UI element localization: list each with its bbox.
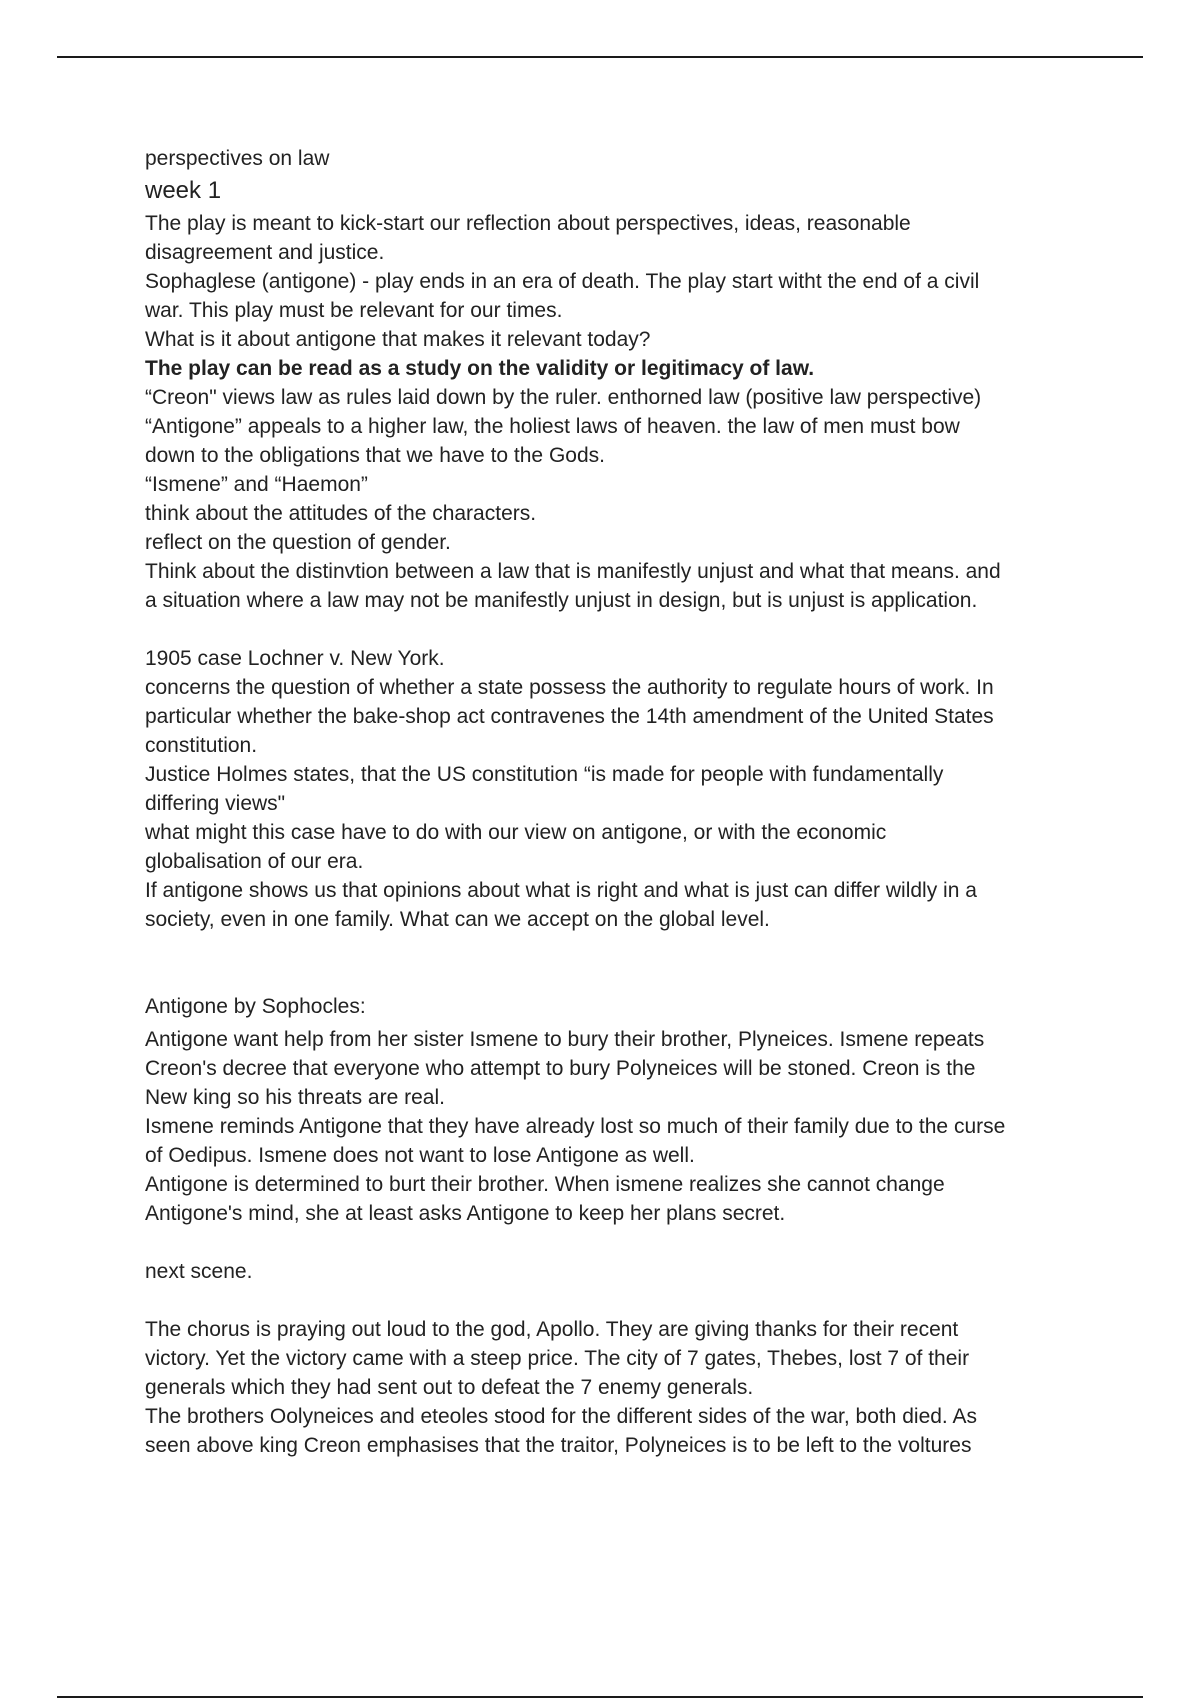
text-line: society, even in one family. What can we accept on the global level. [145,908,770,931]
text-line: differing views" [145,792,286,815]
blank-line [145,1286,1065,1315]
text-line: of Oedipus. Ismene does not want to lose Antigone as well. [145,1144,695,1167]
text-line: think about the attitudes of the characters. [145,502,537,525]
lochner-paragraph [145,644,1065,934]
text-line: New king so his threats are real. [145,1086,445,1109]
antigone-paragraph [145,1025,1065,1228]
text-line: Antigone is determined to burt their brother. When ismene realizes she cannot change [145,1173,945,1196]
characters-paragraph [145,383,1065,615]
text-line: generals which they had sent out to defeat the 7 enemy generals. [145,1376,754,1399]
intro-paragraph [145,209,1065,354]
text-line: “Ismene” and “Haemon” [145,473,368,496]
text-line: If antigone shows us that opinions about what is right and what is just can differ wildly in a [145,879,977,902]
text-line: Ismene reminds Antigone that they have already lost so much of their family due to the curse [145,1115,1006,1138]
text-line: war. This play must be relevant for our times. [145,299,563,322]
text-line: Antigone's mind, she at least asks Antigone to keep her plans secret. [145,1202,786,1225]
text-line: constitution. [145,734,258,757]
blank-line [145,615,1065,644]
text-line: Creon's decree that everyone who attempt to bury Polyneices will be stoned. Creon is the [145,1057,976,1080]
text-line: The play is meant to kick-start our reflection about perspectives, ideas, reasonable [145,212,911,235]
text-line: reflect on the question of gender. [145,531,451,554]
chorus-paragraph [145,1315,1065,1460]
text-line: The brothers Oolyneices and eteoles stood for the different sides of the war, both died. As [145,1405,977,1428]
text-line: “Antigone” appeals to a higher law, the holiest laws of heaven. the law of men must bow [145,415,960,438]
text-line: Think about the distinvtion between a law that is manifestly unjust and what that means. and [145,560,1001,583]
next-scene-label: next scene. [145,1260,253,1283]
bold-statement: The play can be read as a study on the validity or legitimacy of law. [145,357,815,380]
header-rule [57,56,1143,58]
text-line: The chorus is praying out loud to the god, Apollo. They are giving thanks for their recent [145,1318,959,1341]
text-line: victory. Yet the victory came with a steep price. The city of 7 gates, Thebes, lost 7 of their [145,1347,970,1370]
text-line: What is it about antigone that makes it relevant today? [145,328,651,351]
blank-space [145,934,1065,992]
text-line: concerns the question of whether a state possess the authority to regulate hours of work. In [145,676,994,699]
week-heading: week 1 [145,177,222,204]
text-line: Sophaglese (antigone) - play ends in an era of death. The play start witht the end of a civil [145,270,980,293]
text-line: disagreement and justice. [145,241,385,264]
antigone-heading: Antigone by Sophocles: [145,995,366,1018]
text-line: seen above king Creon emphasises that the traitor, Polyneices is to be left to the voltures [145,1434,972,1457]
text-line: what might this case have to do with our view on antigone, or with the economic [145,821,887,844]
text-line: Antigone want help from her sister Ismene to bury their brother, Plyneices. Ismene repeats [145,1028,985,1051]
text-line: Justice Holmes states, that the US constitution “is made for people with fundamentally [145,763,944,786]
course-title: perspectives on law [145,147,330,170]
text-line: a situation where a law may not be manifestly unjust in design, but is unjust is application. [145,589,978,612]
footer-rule [57,1696,1143,1698]
text-line: 1905 case Lochner v. New York. [145,647,445,670]
blank-line [145,1228,1065,1257]
text-line: “Creon" views law as rules laid down by the ruler. enthorned law (positive law perspective) [145,386,982,409]
document-body [145,144,1065,1460]
text-line: particular whether the bake-shop act contravenes the 14th amendment of the United States [145,705,994,728]
text-line: globalisation of our era. [145,850,364,873]
text-line: down to the obligations that we have to the Gods. [145,444,605,467]
